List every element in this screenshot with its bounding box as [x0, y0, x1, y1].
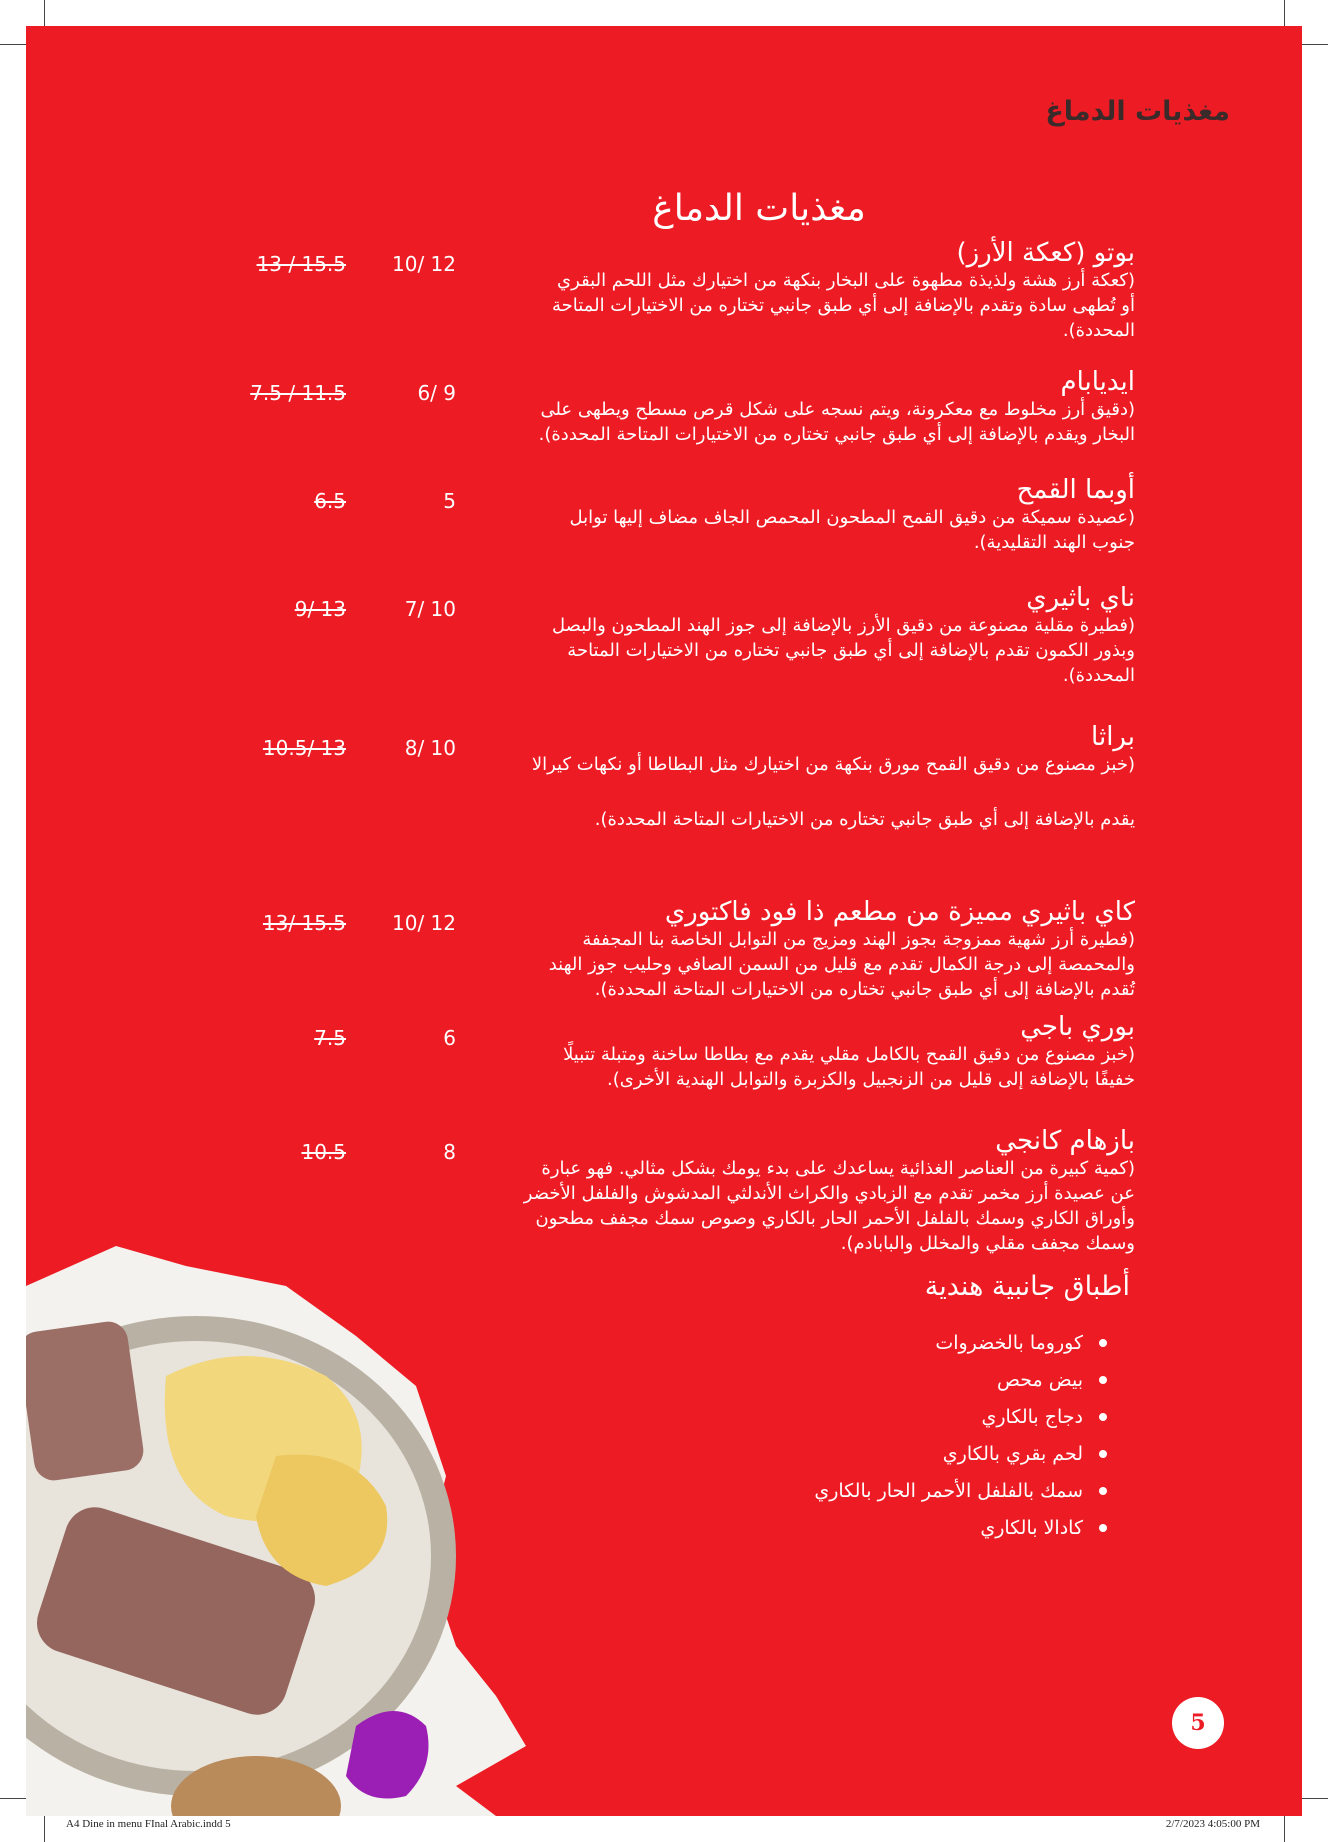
item-old-price: 7.5 — [314, 1026, 346, 1050]
crop-mark — [0, 44, 26, 45]
spacer — [415, 777, 1135, 807]
bullet-icon — [1099, 1376, 1107, 1384]
item-description-line: أو تُطهى سادة وتقدم بالإضافة إلى أي طبق جانبي تختاره من الاختيارات المتاحة — [551, 295, 1135, 316]
slug-filename: A4 Dine in menu FInal Arabic.indd 5 — [66, 1818, 231, 1830]
item-description-line: تُقدم بالإضافة إلى أي طبق جانبي تختاره من الاختيارات المتاحة المحددة). — [594, 979, 1135, 1000]
food-photo — [26, 1226, 566, 1816]
bullet-icon — [1099, 1524, 1107, 1532]
side-dish-item — [814, 1472, 1107, 1509]
side-dish-label: بيض محص — [996, 1368, 1083, 1391]
item-price: 6 — [443, 1026, 456, 1050]
item-description-line: (فطيرة مقلية مصنوعة من دقيق الأرز بالإضافة إلى جوز الهند المطحون والبصل — [551, 615, 1135, 636]
side-dishes-title: أطباق جانبية هندية — [924, 1271, 1130, 1302]
item-description-line: خفيفًا بالإضافة إلى قليل من الزنجبيل والكزبرة والتوابل الهندية الأخرى). — [607, 1069, 1135, 1090]
item-name: بوتو (كعكة الأرز) — [956, 238, 1135, 268]
crop-mark — [1302, 1798, 1328, 1799]
side-dish-item — [814, 1398, 1107, 1435]
item-name: كاي باثيري مميزة من مطعم ذا فود فاكتوري — [664, 897, 1135, 927]
item-description-line: (عصيدة سميكة من دقيق القمح المطحون المحمص الجاف مضاف إليها توابل — [569, 507, 1135, 528]
crop-mark — [1284, 0, 1285, 26]
item-description-line: المحددة). — [1062, 665, 1135, 686]
crop-mark — [0, 1798, 26, 1799]
item-description-line: يقدم بالإضافة إلى أي طبق جانبي تختاره من الاختيارات المتاحة المحددة). — [594, 809, 1135, 830]
item-description-line: (خبز مصنوع من دقيق القمح بالكامل مقلي يقدم مع بطاطا ساخنة ومتبلة تتبيلًا — [563, 1044, 1135, 1065]
item-name: ناي باثيري — [1026, 583, 1135, 613]
running-head: مغذيات الدماغ — [1045, 96, 1230, 127]
item-price: 8 — [443, 1140, 456, 1164]
item-price: 6/ 9 — [417, 381, 456, 405]
item-name: بوري باجي — [1020, 1012, 1135, 1042]
menu-item — [415, 1012, 1135, 1092]
item-description-line: (خبز مصنوع من دقيق القمح مورق بنكهة من اختيارك مثل البطاطا أو نكهات كيرالا — [531, 754, 1135, 775]
side-dish-label: كادالا بالكاري — [980, 1516, 1083, 1539]
item-old-price: 6.5 — [314, 489, 346, 513]
item-description-line: وبذور الكمون تقدم بالإضافة إلى أي طبق جانبي تختاره من الاختيارات المتاحة — [567, 640, 1135, 661]
side-dish-label: دجاج بالكاري — [981, 1405, 1083, 1428]
menu-item — [415, 583, 1135, 688]
item-price: 10/ 12 — [392, 252, 456, 276]
item-old-price: 9/ 13 — [294, 597, 346, 621]
item-old-price: 7.5 / 11.5 — [250, 381, 346, 405]
item-name: أوبما القمح — [1016, 475, 1135, 505]
side-dish-item — [814, 1361, 1107, 1398]
side-dish-item — [814, 1324, 1107, 1361]
item-description-line: البخار ويقدم بالإضافة إلى أي طبق جانبي تختاره من الاختيارات المتاحة المحددة). — [538, 424, 1135, 445]
item-description-line: (كعكة أرز هشة ولذيذة مطهوة على البخار بنكهة من اختيارك مثل اللحم البقري — [557, 270, 1135, 291]
crop-mark — [1284, 1816, 1285, 1842]
item-description-line: وسمك مجفف مقلي والمخلل والبابادم). — [840, 1233, 1135, 1254]
item-name: براثا — [1091, 722, 1135, 752]
item-name: ايديابام — [1060, 367, 1135, 397]
item-description-line: جنوب الهند التقليدية). — [973, 532, 1135, 553]
side-dish-item — [814, 1509, 1107, 1546]
side-dish-item — [814, 1435, 1107, 1472]
item-description-line: (دقيق أرز مخلوط مع معكرونة، ويتم نسجه على شكل قرص مسطح ويطهى على — [540, 399, 1135, 420]
item-price: 10/ 12 — [392, 911, 456, 935]
bullet-icon — [1099, 1487, 1107, 1495]
menu-item — [415, 238, 1135, 343]
item-description-line: (فطيرة أرز شهية ممزوجة بجوز الهند ومزيج من التوابل الخاصة بنا المجففة — [582, 929, 1135, 950]
item-description-line: عن عصيدة أرز مخمر تقدم مع الزبادي والكراث الأندلثي المدشوش والفلفل الأخضر — [523, 1183, 1135, 1204]
item-old-price: 10.5/ 13 — [262, 736, 346, 760]
item-description-line: وأوراق الكاري وسمك بالفلفل الأحمر الحار بالكاري وصوص سمك مجفف مطحون — [535, 1208, 1135, 1229]
item-old-price: 10.5 — [301, 1140, 346, 1164]
bullet-icon — [1099, 1413, 1107, 1421]
menu-item — [415, 722, 1135, 832]
menu-item — [415, 367, 1135, 447]
side-dish-label: لحم بقري بالكاري — [942, 1442, 1083, 1465]
item-price: 8/ 10 — [404, 736, 456, 760]
item-description-line: (كمية كبيرة من العناصر الغذائية يساعدك على بدء يومك بشكل مثالي. فهو عبارة — [541, 1158, 1135, 1179]
bullet-icon — [1099, 1450, 1107, 1458]
crop-mark — [44, 1816, 45, 1842]
page-number: 5 — [1172, 1697, 1224, 1749]
menu-item — [415, 897, 1135, 1002]
crop-mark — [44, 0, 45, 26]
item-description-line: والمحمصة إلى درجة الكمال تقدم مع قليل من السمن الصافي وحليب جوز الهند — [548, 954, 1135, 975]
item-old-price: 13 / 15.5 — [256, 252, 346, 276]
item-name: بازهام كانجي — [995, 1126, 1135, 1156]
side-dish-label: كوروما بالخضروات — [935, 1331, 1083, 1354]
side-dish-label: سمك بالفلفل الأحمر الحار بالكاري — [814, 1479, 1083, 1502]
item-price: 5 — [443, 489, 456, 513]
crop-mark — [1302, 44, 1328, 45]
section-title: مغذيات الدماغ — [652, 188, 866, 229]
slug-timestamp: 2/7/2023 4:05:00 PM — [1165, 1818, 1260, 1830]
item-description-line: المحددة). — [1062, 320, 1135, 341]
bullet-icon — [1099, 1339, 1107, 1347]
menu-item — [415, 475, 1135, 555]
side-dishes-list — [814, 1324, 1107, 1546]
menu-page — [26, 26, 1302, 1816]
item-old-price: 13/ 15.5 — [262, 911, 346, 935]
item-price: 7/ 10 — [404, 597, 456, 621]
